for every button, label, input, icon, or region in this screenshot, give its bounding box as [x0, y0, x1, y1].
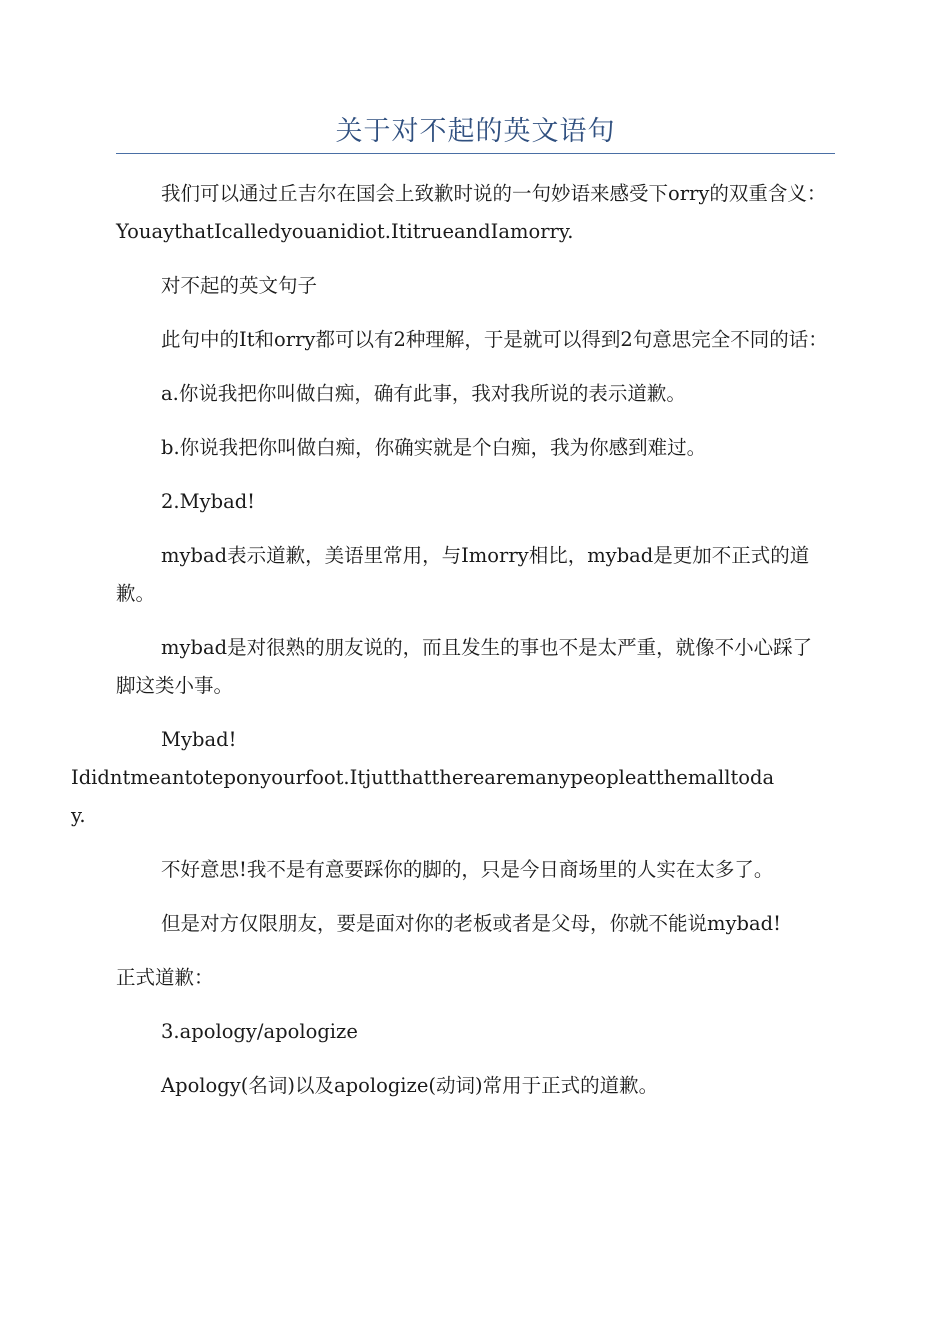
paragraph: 2.Mybad!	[161, 490, 256, 513]
paragraph: a.你说我把你叫做白痴，确有此事，我对我所说的表示道歉。	[161, 382, 686, 405]
document-title: 关于对不起的英文语句	[335, 116, 616, 147]
paragraph: b.你说我把你叫做白痴，你确实就是个白痴，我为你感到难过。	[161, 436, 707, 459]
paragraph: 但是对方仅限朋友，要是面对你的老板或者是父母，你就不能说mybad!	[161, 912, 781, 935]
paragraph: 我们可以通过丘吉尔在国会上致歉时说的一句妙语来感受下orry的双重含义：YouaythatIcalledyouanidiot.ItitrueandIamorry.	[116, 182, 827, 243]
paragraph-example	[71, 721, 831, 835]
title-underline	[116, 153, 835, 154]
example-line-2: Ididntmeantoteponyourfoot.Itjutthattherearemanypeopleatthemalltoday.	[71, 766, 775, 827]
paragraph: 此句中的It和orry都可以有2种理解，于是就可以得到2句意思完全不同的话：	[161, 328, 828, 351]
paragraph: Apology(名词)以及apologize(动词)常用于正式的道歉。	[161, 1074, 659, 1097]
paragraph: 不好意思!我不是有意要踩你的脚的，只是今日商场里的人实在太多了。	[161, 858, 774, 881]
paragraph: 正式道歉：	[116, 966, 214, 989]
paragraph: mybad是对很熟的朋友说的，而且发生的事也不是太严重，就像不小心踩了脚这类小事。	[116, 636, 813, 697]
paragraph: mybad表示道歉，美语里常用，与Imorry相比，mybad是更加不正式的道歉。	[116, 544, 810, 605]
paragraph: 对不起的英文句子	[161, 274, 318, 297]
paragraph: 3.apology/apologize	[161, 1020, 358, 1043]
document-body	[71, 175, 831, 1121]
example-line-1: Mybad!	[161, 728, 237, 751]
